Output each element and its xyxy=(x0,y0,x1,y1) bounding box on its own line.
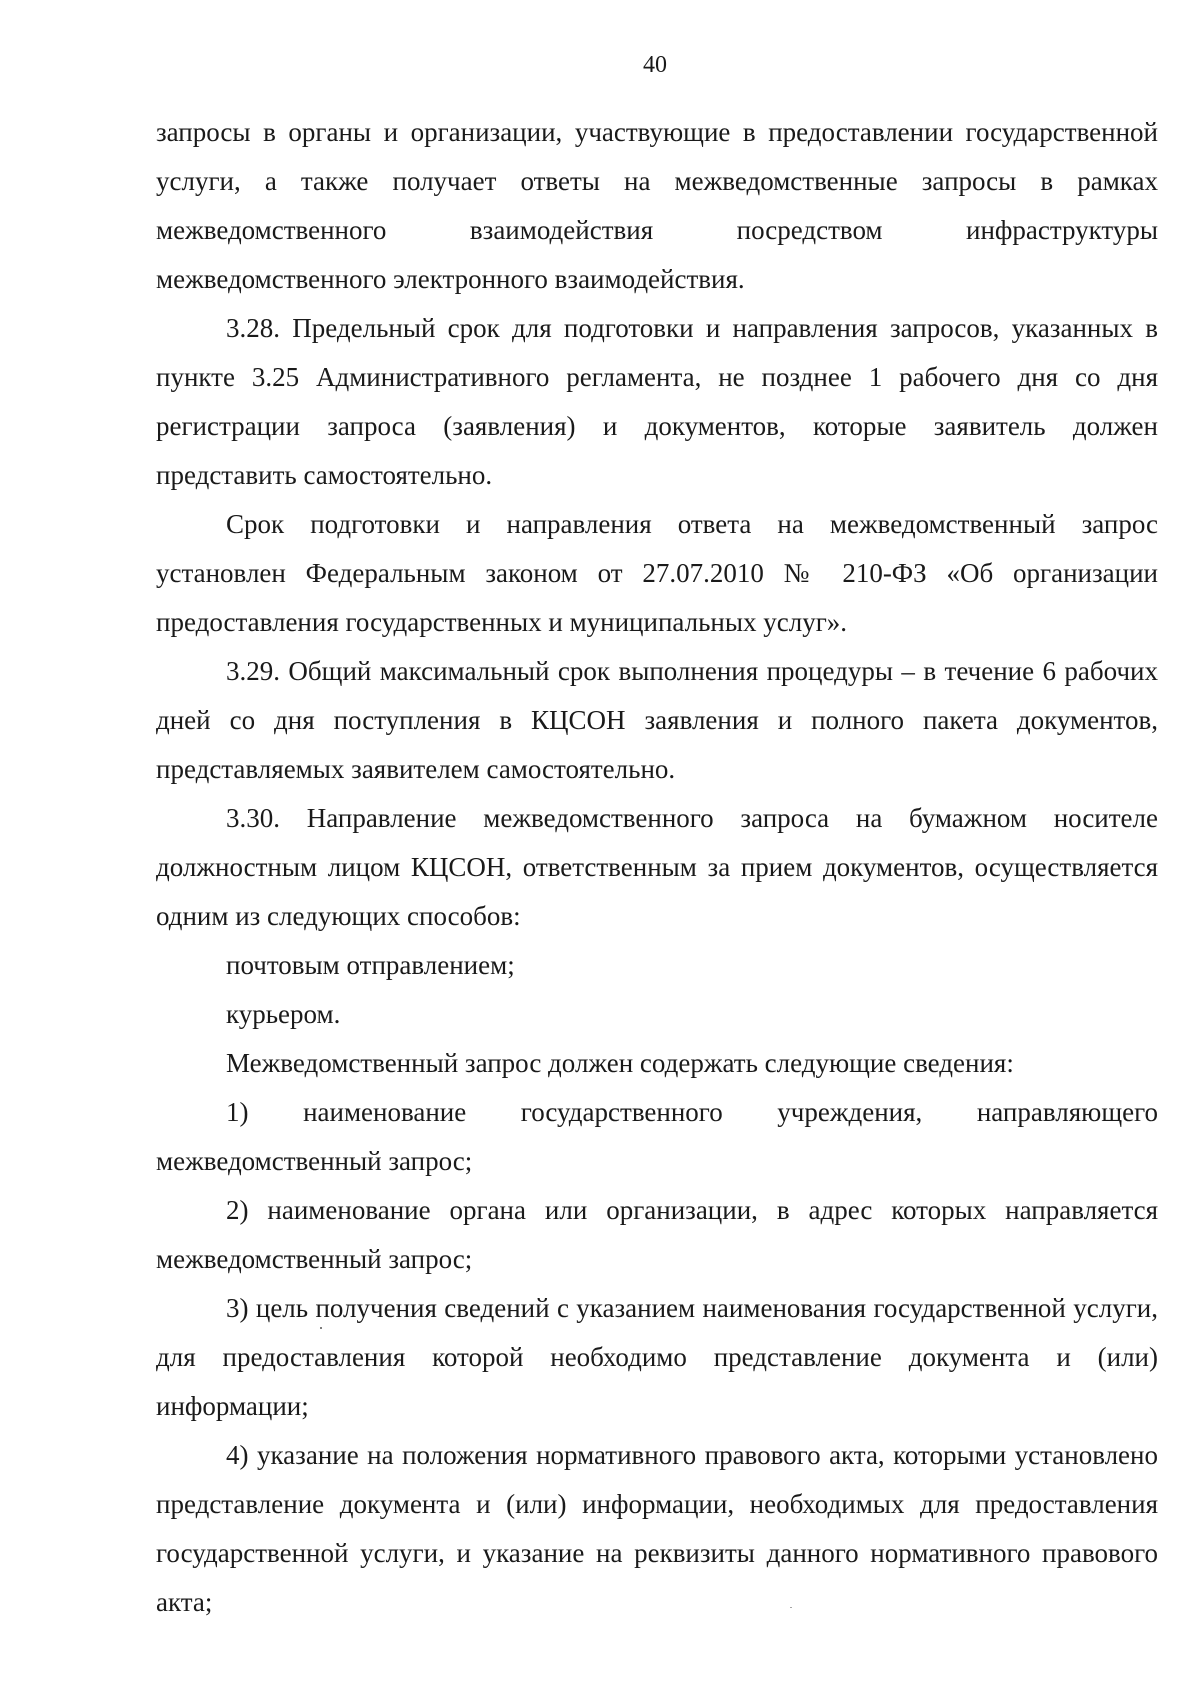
list-item-3: 3) цель получения сведений с указанием наименования государственной услуги, для предоставления которой необходимо представление документа и (или) информации; xyxy=(156,1293,1158,1421)
paragraph-response-term: Срок подготовки и направления ответа на межведомственный запрос установлен Федеральным законом от 27.07.2010 № 210-ФЗ «Об организации предоставления государственных и муниципальных услуг». xyxy=(156,509,1158,637)
list-item-1: 1) наименование государственного учреждения, направляющего межведомственный запрос; xyxy=(156,1097,1158,1176)
document-body xyxy=(156,108,1158,1627)
paragraph-request-contents: Межведомственный запрос должен содержать следующие сведения: xyxy=(226,1048,1014,1078)
list-item-courier: курьером. xyxy=(226,999,341,1029)
scan-speck xyxy=(320,1327,322,1329)
paragraph-continuation: запросы в органы и организации, участвующие в предоставлении государственной услуги, а также получает ответы на межведомственные запросы в рамках межведомственного взаимодействия посредством инфраструктуры межведомственного электронного взаимодействия. xyxy=(156,117,1158,294)
list-item-postal: почтовым отправлением; xyxy=(226,950,515,980)
paragraph-3-28: 3.28. Предельный срок для подготовки и направления запросов, указанных в пункте 3.25 Административного регламента, не позднее 1 рабочего дня со дня регистрации запроса (заявления) и документов, которые заявитель должен представить самостоятельно. xyxy=(156,313,1158,490)
list-item-2: 2) наименование органа или организации, в адрес которых направляется межведомственный запрос; xyxy=(156,1195,1158,1274)
page-number: 40 xyxy=(643,52,667,78)
list-item-4: 4) указание на положения нормативного правового акта, которыми установлено представление документа и (или) информации, необходимых для предоставления государственной услуги, и указание на реквизиты данного нормативного правового акта; xyxy=(156,1440,1158,1617)
scan-speck xyxy=(790,1607,792,1608)
paragraph-3-30: 3.30. Направление межведомственного запроса на бумажном носителе должностным лицом КЦСОН, ответственным за прием документов, осуществляется одним из следующих способов: xyxy=(156,803,1158,931)
paragraph-3-29: 3.29. Общий максимальный срок выполнения процедуры – в течение 6 рабочих дней со дня поступления в КЦСОН заявления и полного пакета документов, представляемых заявителем самостоятельно. xyxy=(156,656,1158,784)
